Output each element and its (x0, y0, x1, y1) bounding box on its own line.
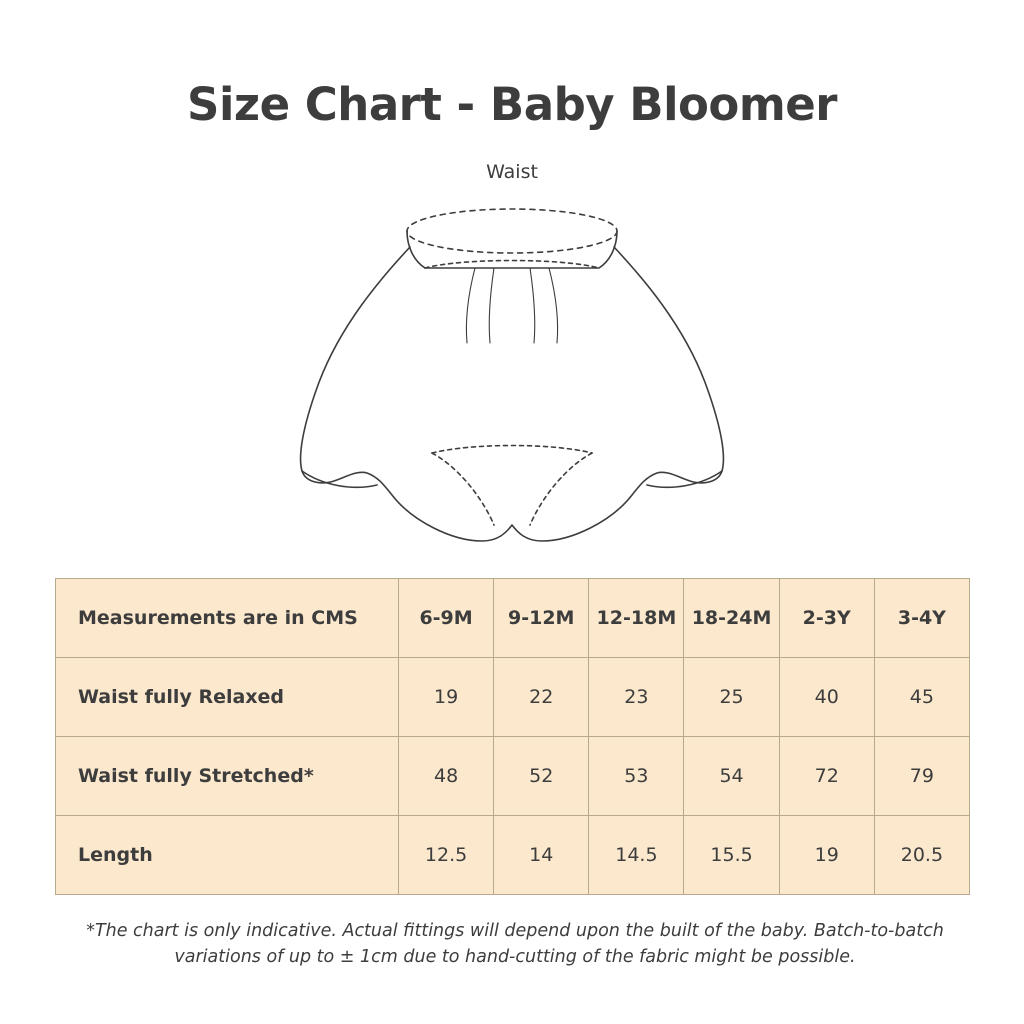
column-header-3-4y: 3-4Y (874, 579, 969, 658)
table-corner-label: Measurements are in CMS (56, 579, 399, 658)
cell-length-6-9m: 12.5 (399, 816, 494, 895)
cell-waist-stretched-6-9m: 48 (399, 737, 494, 816)
cell-waist-stretched-9-12m: 52 (494, 737, 589, 816)
cell-waist-relaxed-2-3y: 40 (779, 658, 874, 737)
cell-length-9-12m: 14 (494, 816, 589, 895)
cell-waist-relaxed-18-24m: 25 (684, 658, 779, 737)
cell-length-2-3y: 19 (779, 816, 874, 895)
row-label-waist-stretched: Waist fully Stretched* (56, 737, 399, 816)
size-chart-table (55, 578, 970, 895)
cell-length-3-4y: 20.5 (874, 816, 969, 895)
column-header-18-24m: 18-24M (684, 579, 779, 658)
baby-bloomer-illustration (262, 185, 762, 550)
row-label-length: Length (56, 816, 399, 895)
page-title: Size Chart - Baby Bloomer (187, 78, 837, 131)
column-header-12-18m: 12-18M (589, 579, 684, 658)
table-row (56, 658, 970, 737)
column-header-9-12m: 9-12M (494, 579, 589, 658)
column-header-2-3y: 2-3Y (779, 579, 874, 658)
footnote: *The chart is only indicative. Actual fittings will depend upon the built of the baby. Batch-to-batch variations of up to ± 1cm due to hand-cutting of the fabric might be possible. (86, 921, 944, 968)
row-label-waist-relaxed: Waist fully Relaxed (56, 658, 399, 737)
table-header-row (56, 579, 970, 658)
column-header-6-9m: 6-9M (399, 579, 494, 658)
cell-waist-relaxed-3-4y: 45 (874, 658, 969, 737)
cell-waist-relaxed-6-9m: 19 (399, 658, 494, 737)
table-row (56, 737, 970, 816)
cell-waist-stretched-18-24m: 54 (684, 737, 779, 816)
cell-waist-stretched-2-3y: 72 (779, 737, 874, 816)
table-row (56, 816, 970, 895)
waist-label: Waist (486, 161, 538, 183)
cell-waist-stretched-12-18m: 53 (589, 737, 684, 816)
cell-length-12-18m: 14.5 (589, 816, 684, 895)
cell-waist-relaxed-12-18m: 23 (589, 658, 684, 737)
cell-waist-stretched-3-4y: 79 (874, 737, 969, 816)
cell-waist-relaxed-9-12m: 22 (494, 658, 589, 737)
cell-length-18-24m: 15.5 (684, 816, 779, 895)
